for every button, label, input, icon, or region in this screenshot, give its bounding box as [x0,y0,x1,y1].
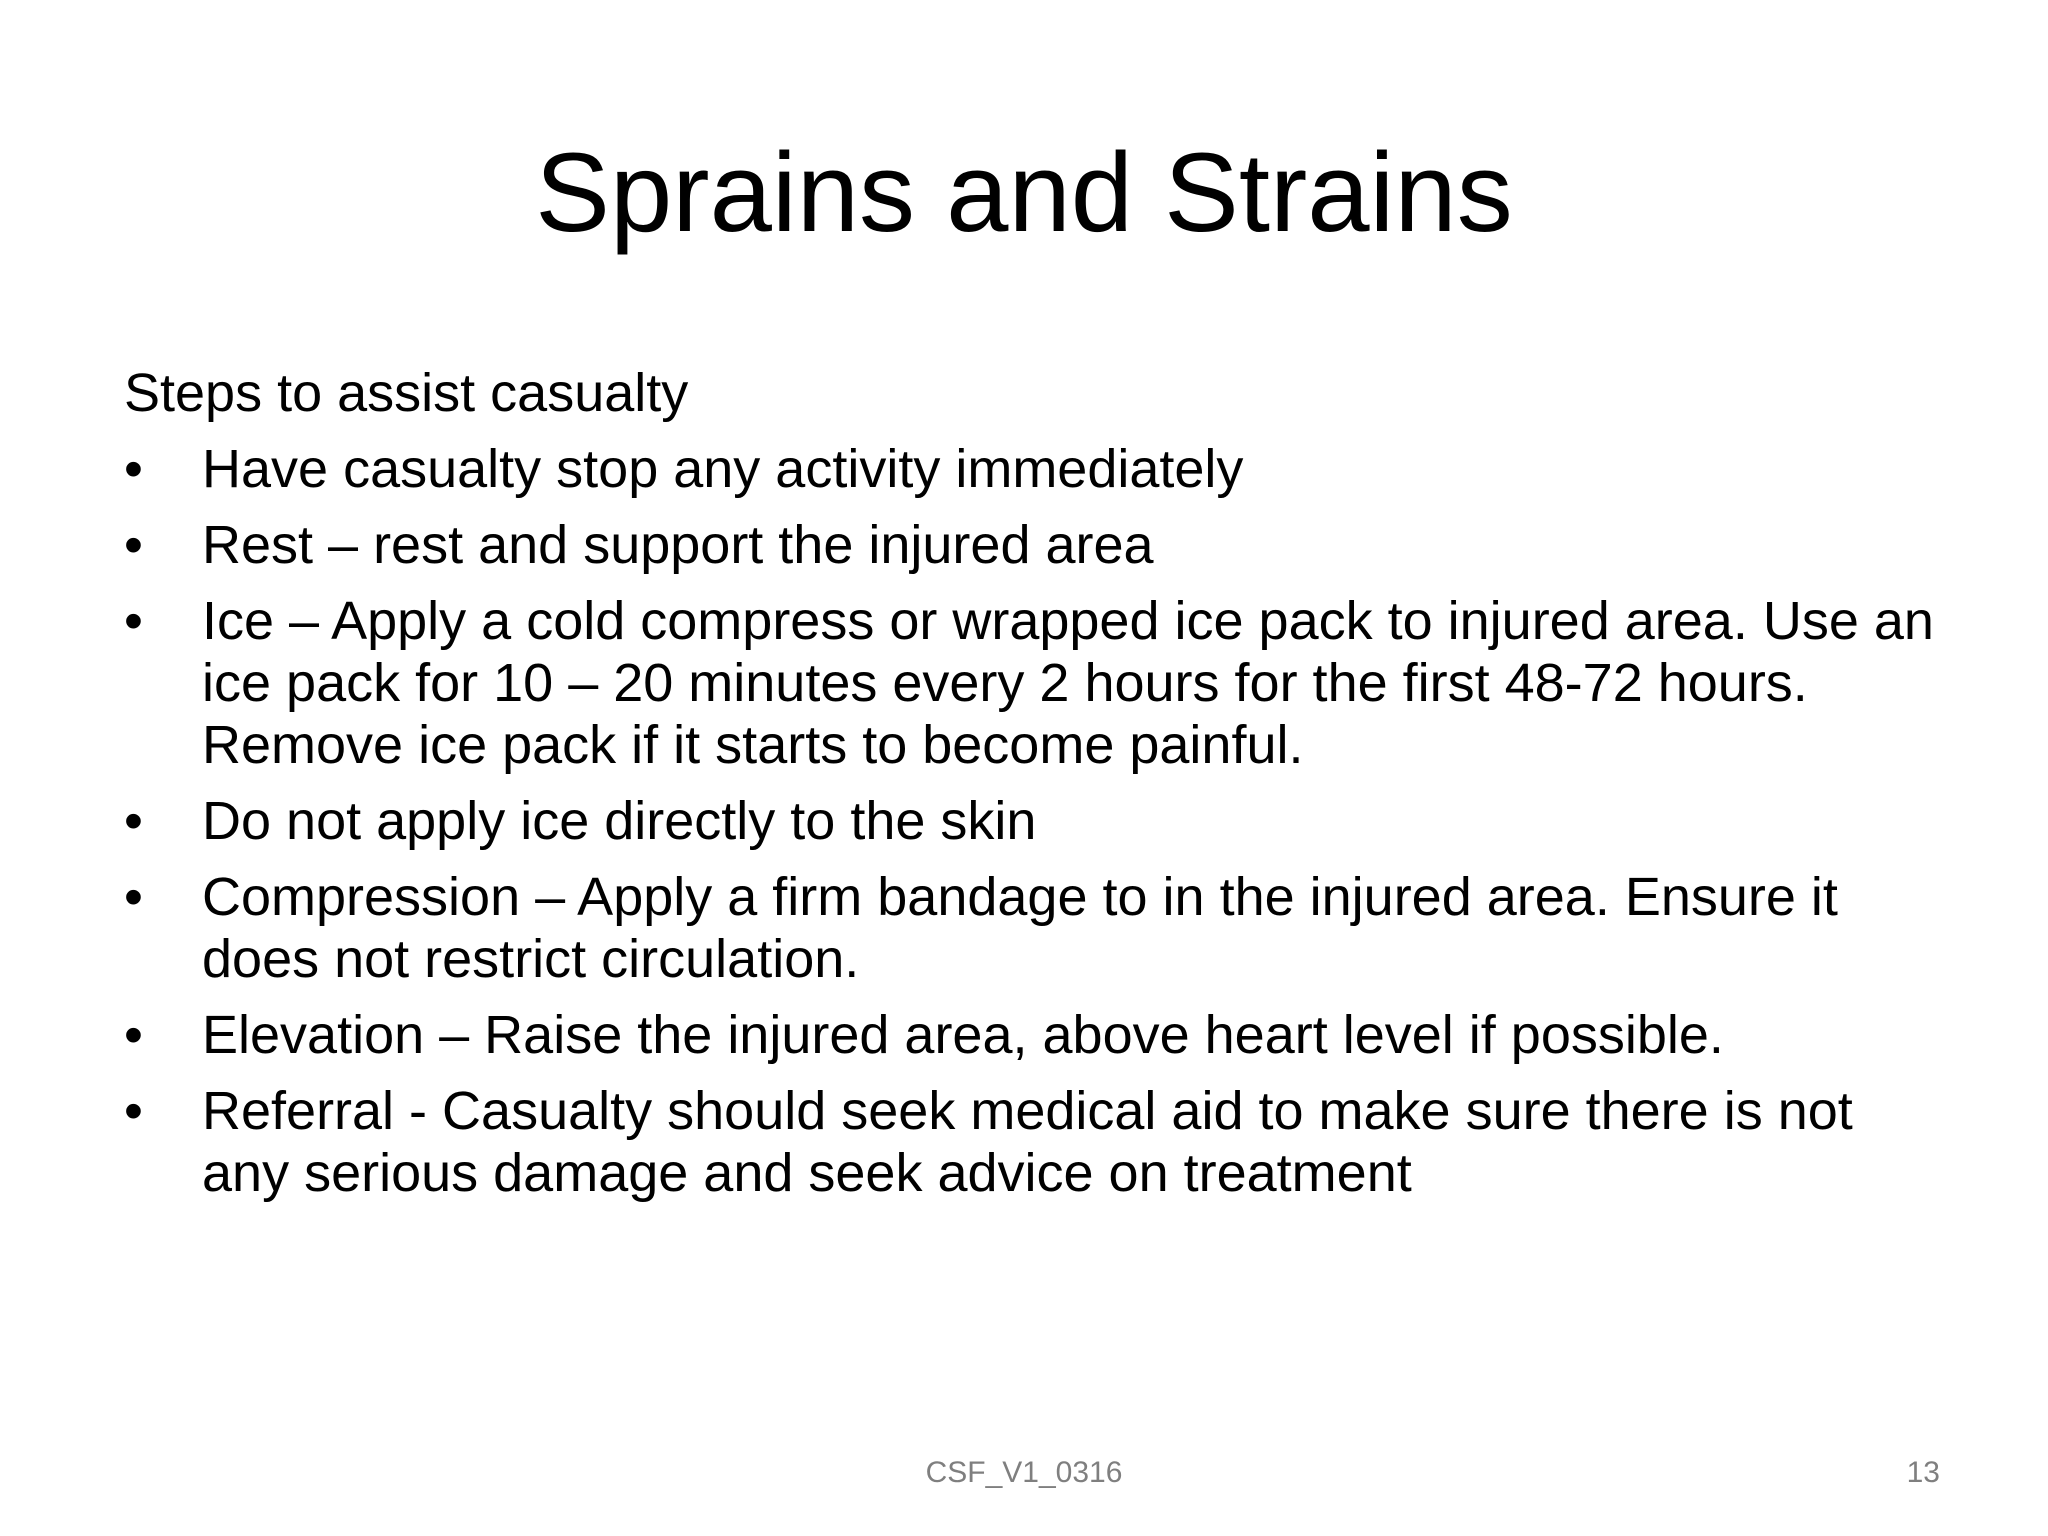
bullet-item [124,514,1944,576]
bullet-icon: • [124,867,143,927]
bullet-text: Referral - Casualty should seek medical aid to make sure there is not any serious damage and seek advice on treatment [202,1081,1853,1203]
footer-code: CSF_V1_0316 [925,1456,1123,1489]
bullet-item [124,790,1944,852]
bullet-icon: • [124,1005,143,1065]
bullet-text: Rest – rest and support the injured area [202,515,1154,575]
slide-title: Sprains and Strains [535,130,1513,255]
bullet-item [124,590,1944,776]
bullet-text: Ice – Apply a cold compress or wrapped ice pack to injured area. Use an ice pack for 10 – 20 minutes every 2 hours for the first 48-72 hours. Remove ice pack if it starts to become painful. [202,591,1934,775]
bullet-icon: • [124,515,143,575]
bullet-list [124,438,1944,1204]
intro-text: Steps to assist casualty [124,363,689,423]
bullet-item [124,1080,1944,1204]
bullet-icon: • [124,1081,143,1141]
bullet-text: Elevation – Raise the injured area, above heart level if possible. [202,1005,1724,1065]
bullet-item [124,866,1944,990]
bullet-icon: • [124,791,143,851]
bullet-item [124,438,1944,500]
page-number: 13 [1906,1456,1940,1489]
bullet-icon: • [124,591,143,651]
bullet-text: Have casualty stop any activity immediately [202,439,1244,499]
slide-body [124,362,1944,1218]
bullet-text: Compression – Apply a firm bandage to in the injured area. Ensure it does not restrict circulation. [202,867,1838,989]
bullet-text: Do not apply ice directly to the skin [202,791,1037,851]
bullet-item [124,1004,1944,1066]
bullet-icon: • [124,439,143,499]
